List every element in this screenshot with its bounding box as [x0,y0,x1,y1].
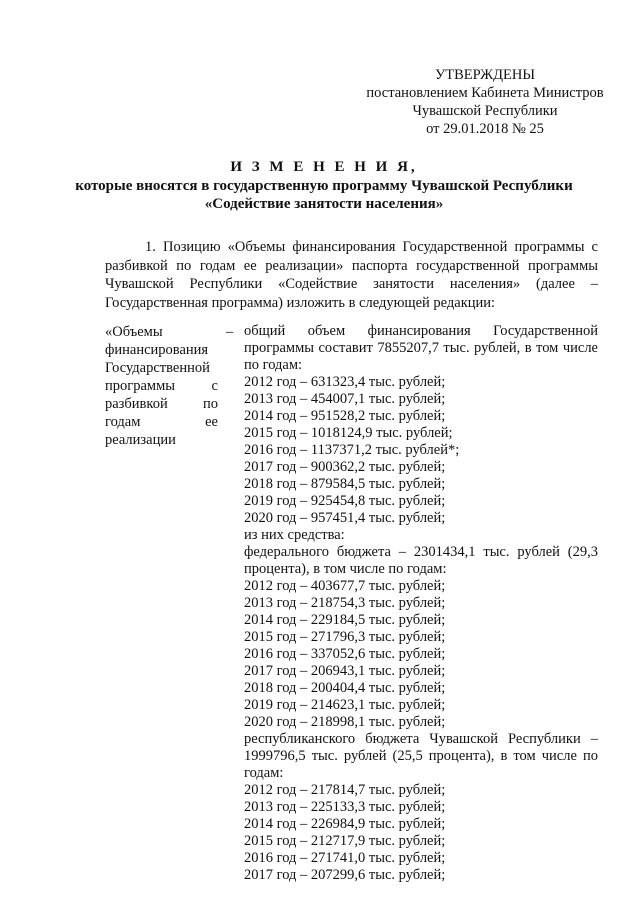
approval-date-number: от 29.01.2018 № 25 [426,121,544,137]
year-item: 2020 год – 957451,4 тыс. рублей; [244,510,446,526]
sources-label: из них средства: [244,527,345,543]
year-item: 2014 год – 226984,9 тыс. рублей; [244,816,446,832]
year-item: 2013 год – 225133,3 тыс. рублей; [244,799,446,815]
year-item: 2017 год – 900362,2 тыс. рублей; [244,459,446,475]
approval-authority: постановлением Кабинета Министров [366,85,604,101]
approval-title: УТВЕРЖДЕНЫ [434,67,536,83]
heading-subtitle: которые вносятся в государственную программу Чувашской Республики [75,177,573,194]
republic-budget-line: республиканского бюджета Чувашской Республики – 1999796,5 тыс. рублей (25,5 процента), в том числе по годам: [244,731,598,781]
intro-paragraph-block [105,238,598,312]
heading-program-name: «Содействие занятости населения» [204,196,444,212]
year-item: 2016 год – 337052,6 тыс. рублей; [244,646,446,662]
position-label: «Объемы финансирования Государственной программы с разбивкой по годам ее реализации [105,324,218,448]
year-item: 2019 год – 214623,1 тыс. рублей; [244,697,446,713]
approval-region: Чувашской Республики [412,103,558,119]
total-years-list [244,374,598,527]
federal-years-list [244,578,598,731]
year-item: 2014 год – 229184,5 тыс. рублей; [244,612,446,628]
year-item: 2018 год – 200404,4 тыс. рублей; [244,680,446,696]
document-heading [60,158,588,214]
year-item: 2012 год – 403677,7 тыс. рублей; [244,578,446,594]
republic-years-list [244,782,598,884]
year-item: 2017 год – 207299,6 тыс. рублей; [244,867,446,883]
heading-title: И З М Е Н Е Н И Я, [230,159,418,175]
year-item: 2013 год – 454007,1 тыс. рублей; [244,391,446,407]
year-item: 2014 год – 951528,2 тыс. рублей; [244,408,446,424]
year-item: 2016 год – 271741,0 тыс. рублей; [244,850,446,866]
federal-budget-line: федерального бюджета – 2301434,1 тыс. рублей (29,3 процента), в том числе по годам: [244,544,598,577]
financing-details [244,323,598,884]
intro-paragraph: 1. Позицию «Объемы финансирования Государственной программы с разбивкой по годам ее реализации» паспорта государственной программы Чувашской Республики «Содействие занятости населения» (далее – Государственная программа) изложить в следующей редакции: [105,239,598,311]
approval-block [365,66,605,138]
year-item: 2016 год – 1137371,2 тыс. рублей*; [244,442,460,458]
total-financing-line: общий объем финансирования Государственной программы составит 7855207,7 тыс. рублей, в том числе по годам: [244,323,598,373]
year-item: 2019 год – 925454,8 тыс. рублей; [244,493,446,509]
position-dash: – [226,324,234,340]
year-item: 2012 год – 631323,4 тыс. рублей; [244,374,446,390]
year-item: 2013 год – 218754,3 тыс. рублей; [244,595,446,611]
year-item: 2015 год – 212717,9 тыс. рублей; [244,833,446,849]
year-item: 2015 год – 271796,3 тыс. рублей; [244,629,446,645]
year-item: 2012 год – 217814,7 тыс. рублей; [244,782,446,798]
year-item: 2017 год – 206943,1 тыс. рублей; [244,663,446,679]
year-item: 2018 год – 879584,5 тыс. рублей; [244,476,446,492]
year-item: 2015 год – 1018124,9 тыс. рублей; [244,425,453,441]
year-item: 2020 год – 218998,1 тыс. рублей; [244,714,446,730]
